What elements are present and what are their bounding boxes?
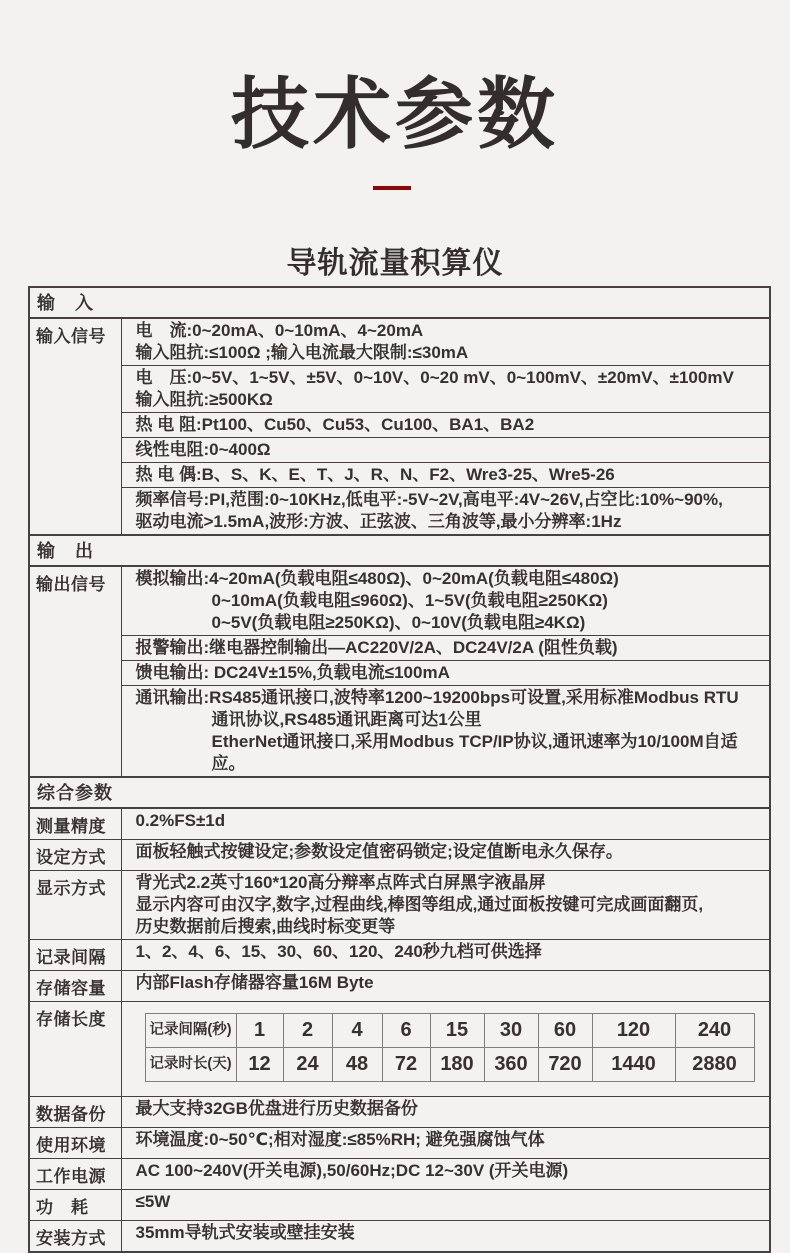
page-title: 技术参数 xyxy=(230,70,559,158)
storage-header-interval: 记录间隔(秒) xyxy=(145,1014,236,1048)
table-row xyxy=(29,1159,770,1190)
row-label-setting: 设定方式 xyxy=(29,840,121,871)
spec-line: 最大支持32GB优盘进行历史数据备份 xyxy=(135,1099,418,1118)
spec-line: 历史数据前后搜索,曲线时标变更等 xyxy=(135,917,396,936)
spec-value-current xyxy=(121,318,770,366)
spec-value-comm-output xyxy=(121,686,770,778)
spec-line: 频率信号:PI,范围:0~10KHz,低电平:-5V~2V,高电平:4V~26V,占空比:10%~90%, xyxy=(135,490,723,509)
row-label-record-interval: 记录间隔 xyxy=(29,940,121,971)
storage-cell: 1 xyxy=(236,1014,283,1048)
table-row xyxy=(29,1002,770,1097)
spec-line: 输入阻抗:≥500KΩ xyxy=(135,390,273,409)
row-label-consumption: 功 耗 xyxy=(29,1190,121,1221)
spec-value-alarm-output xyxy=(121,636,770,661)
table-row xyxy=(29,1128,770,1159)
spec-value-linear-resistance xyxy=(121,438,770,463)
storage-table-row-durations xyxy=(145,1048,754,1082)
table-row xyxy=(29,1221,770,1253)
row-label-storage-length: 存储长度 xyxy=(29,1002,121,1097)
spec-line: 0~10mA(负载电阻≤960Ω)、1~5V(负载电阻≥250KΩ) xyxy=(211,591,608,610)
section-label-input: 输 入 xyxy=(29,287,770,318)
spec-value-setting xyxy=(121,840,770,871)
spec-line: 模拟输出:4~20mA(负载电阻≤480Ω)、0~20mA(负载电阻≤480Ω) xyxy=(135,569,619,588)
spec-value-backup xyxy=(121,1097,770,1128)
table-row xyxy=(29,488,770,536)
spec-table xyxy=(28,286,771,1253)
section-row-input xyxy=(29,287,770,318)
spec-value-accuracy xyxy=(121,808,770,840)
spec-line: 线性电阻:0~400Ω xyxy=(135,440,271,459)
spec-line: 背光式2.2英寸160*120高分辩率点阵式白屏黑字液晶屏 xyxy=(135,873,546,892)
spec-value-feed-output xyxy=(121,661,770,686)
table-row xyxy=(29,463,770,488)
row-label-output-signal: 输出信号 xyxy=(29,566,121,777)
spec-line: 35mm导轨式安装或壁挂安装 xyxy=(135,1223,355,1242)
spec-line: 热 电 阻:Pt100、Cu50、Cu53、Cu100、BA1、BA2 xyxy=(135,415,535,434)
table-row xyxy=(29,566,770,636)
spec-line: 报警输出:继电器控制输出—AC220V/2A、DC24V/2A (阻性负载) xyxy=(135,638,618,657)
storage-cell: 24 xyxy=(283,1048,332,1082)
storage-table xyxy=(145,1013,755,1082)
table-row xyxy=(29,1190,770,1221)
storage-cell: 1440 xyxy=(592,1048,675,1082)
row-label-environment: 使用环境 xyxy=(29,1128,121,1159)
storage-cell: 4 xyxy=(332,1014,382,1048)
spec-value-capacity xyxy=(121,971,770,1002)
spec-line: EtherNet通讯接口,采用Modbus TCP/IP协议,通讯速率为10/100M自适应。 xyxy=(211,732,738,773)
spec-value-storage-length xyxy=(121,1002,770,1097)
spec-value-analog-output xyxy=(121,566,770,636)
spec-value-frequency xyxy=(121,488,770,536)
spec-line: 环境温度:0~50℃;相对湿度:≤85%RH; 避免强腐蚀气体 xyxy=(135,1130,545,1149)
storage-cell: 6 xyxy=(382,1014,430,1048)
spec-line: 通讯协议,RS485通讯距离可达1公里 xyxy=(211,710,482,729)
table-row xyxy=(29,366,770,413)
spec-value-voltage xyxy=(121,366,770,413)
table-row xyxy=(29,971,770,1002)
row-label-capacity: 存储容量 xyxy=(29,971,121,1002)
spec-value-consumption xyxy=(121,1190,770,1221)
table-row xyxy=(29,413,770,438)
storage-cell: 120 xyxy=(592,1014,675,1048)
spec-line: 1、2、4、6、15、30、60、120、240秒九档可供选择 xyxy=(135,942,542,961)
table-row xyxy=(29,871,770,940)
spec-line: 热 电 偶:B、S、K、E、T、J、R、N、F2、Wre3-25、Wre5-26 xyxy=(135,465,615,484)
storage-cell: 360 xyxy=(484,1048,538,1082)
spec-line: 0~5V(负载电阻≥250KΩ)、0~10V(负载电阻≥4KΩ) xyxy=(211,613,586,632)
storage-cell: 2880 xyxy=(675,1048,754,1082)
storage-cell: 48 xyxy=(332,1048,382,1082)
storage-cell: 2 xyxy=(283,1014,332,1048)
storage-cell: 240 xyxy=(675,1014,754,1048)
row-label-accuracy: 测量精度 xyxy=(29,808,121,840)
spec-value-thermocouple xyxy=(121,463,770,488)
row-label-backup: 数据备份 xyxy=(29,1097,121,1128)
storage-cell: 60 xyxy=(538,1014,592,1048)
table-row xyxy=(29,1097,770,1128)
section-label-general: 综合参数 xyxy=(29,777,770,808)
table-row xyxy=(29,661,770,686)
storage-cell: 720 xyxy=(538,1048,592,1082)
table-row xyxy=(29,808,770,840)
spec-line: 显示内容可由汉字,数字,过程曲线,棒图等组成,通过面板按键可完成画面翻页, xyxy=(135,895,704,914)
storage-cell: 30 xyxy=(484,1014,538,1048)
table-row xyxy=(29,940,770,971)
row-label-mounting: 安装方式 xyxy=(29,1221,121,1253)
spec-line: 电 压:0~5V、1~5V、±5V、0~10V、0~20 mV、0~100mV、±20mV、±100mV xyxy=(135,368,734,387)
row-label-power: 工作电源 xyxy=(29,1159,121,1190)
spec-line: ≤5W xyxy=(135,1192,171,1211)
row-label-display: 显示方式 xyxy=(29,871,121,940)
spec-line: 通讯输出:RS485通讯接口,波特率1200~19200bps可设置,采用标准Modbus RTU xyxy=(135,688,739,707)
spec-line: 输入阻抗:≤100Ω ;输入电流最大限制:≤30mA xyxy=(135,343,469,362)
storage-cell: 15 xyxy=(430,1014,484,1048)
table-row xyxy=(29,840,770,871)
spec-line: 电 流:0~20mA、0~10mA、4~20mA xyxy=(135,321,424,340)
spec-value-rtd xyxy=(121,413,770,438)
row-label-input-signal: 输入信号 xyxy=(29,318,121,535)
title-divider xyxy=(373,186,411,190)
storage-table-row-intervals xyxy=(145,1014,754,1048)
spec-line: 面板轻触式按键设定;参数设定值密码锁定;设定值断电永久保存。 xyxy=(135,842,623,861)
section-label-output: 输 出 xyxy=(29,535,770,566)
spec-line: AC 100~240V(开关电源),50/60Hz;DC 12~30V (开关电源) xyxy=(135,1161,569,1180)
spec-line: 馈电输出: DC24V±15%,负载电流≤100mA xyxy=(135,663,450,682)
product-subtitle: 导轨流量积算仪 xyxy=(286,247,504,280)
spec-line: 内部Flash存储器容量16M Byte xyxy=(135,973,374,992)
table-row xyxy=(29,318,770,366)
spec-value-environment xyxy=(121,1128,770,1159)
storage-header-duration: 记录时长(天) xyxy=(145,1048,236,1082)
spec-value-record-interval xyxy=(121,940,770,971)
storage-cell: 180 xyxy=(430,1048,484,1082)
spec-value-power xyxy=(121,1159,770,1190)
spec-value-display xyxy=(121,871,770,940)
table-row xyxy=(29,686,770,778)
storage-cell: 72 xyxy=(382,1048,430,1082)
spec-line: 驱动电流>1.5mA,波形:方波、正弦波、三角波等,最小分辨率:1Hz xyxy=(135,512,622,531)
spec-value-mounting xyxy=(121,1221,770,1253)
table-row xyxy=(29,636,770,661)
table-row xyxy=(29,438,770,463)
section-row-general xyxy=(29,777,770,808)
section-row-output xyxy=(29,535,770,566)
spec-line: 0.2%FS±1d xyxy=(135,811,226,830)
storage-cell: 12 xyxy=(236,1048,283,1082)
